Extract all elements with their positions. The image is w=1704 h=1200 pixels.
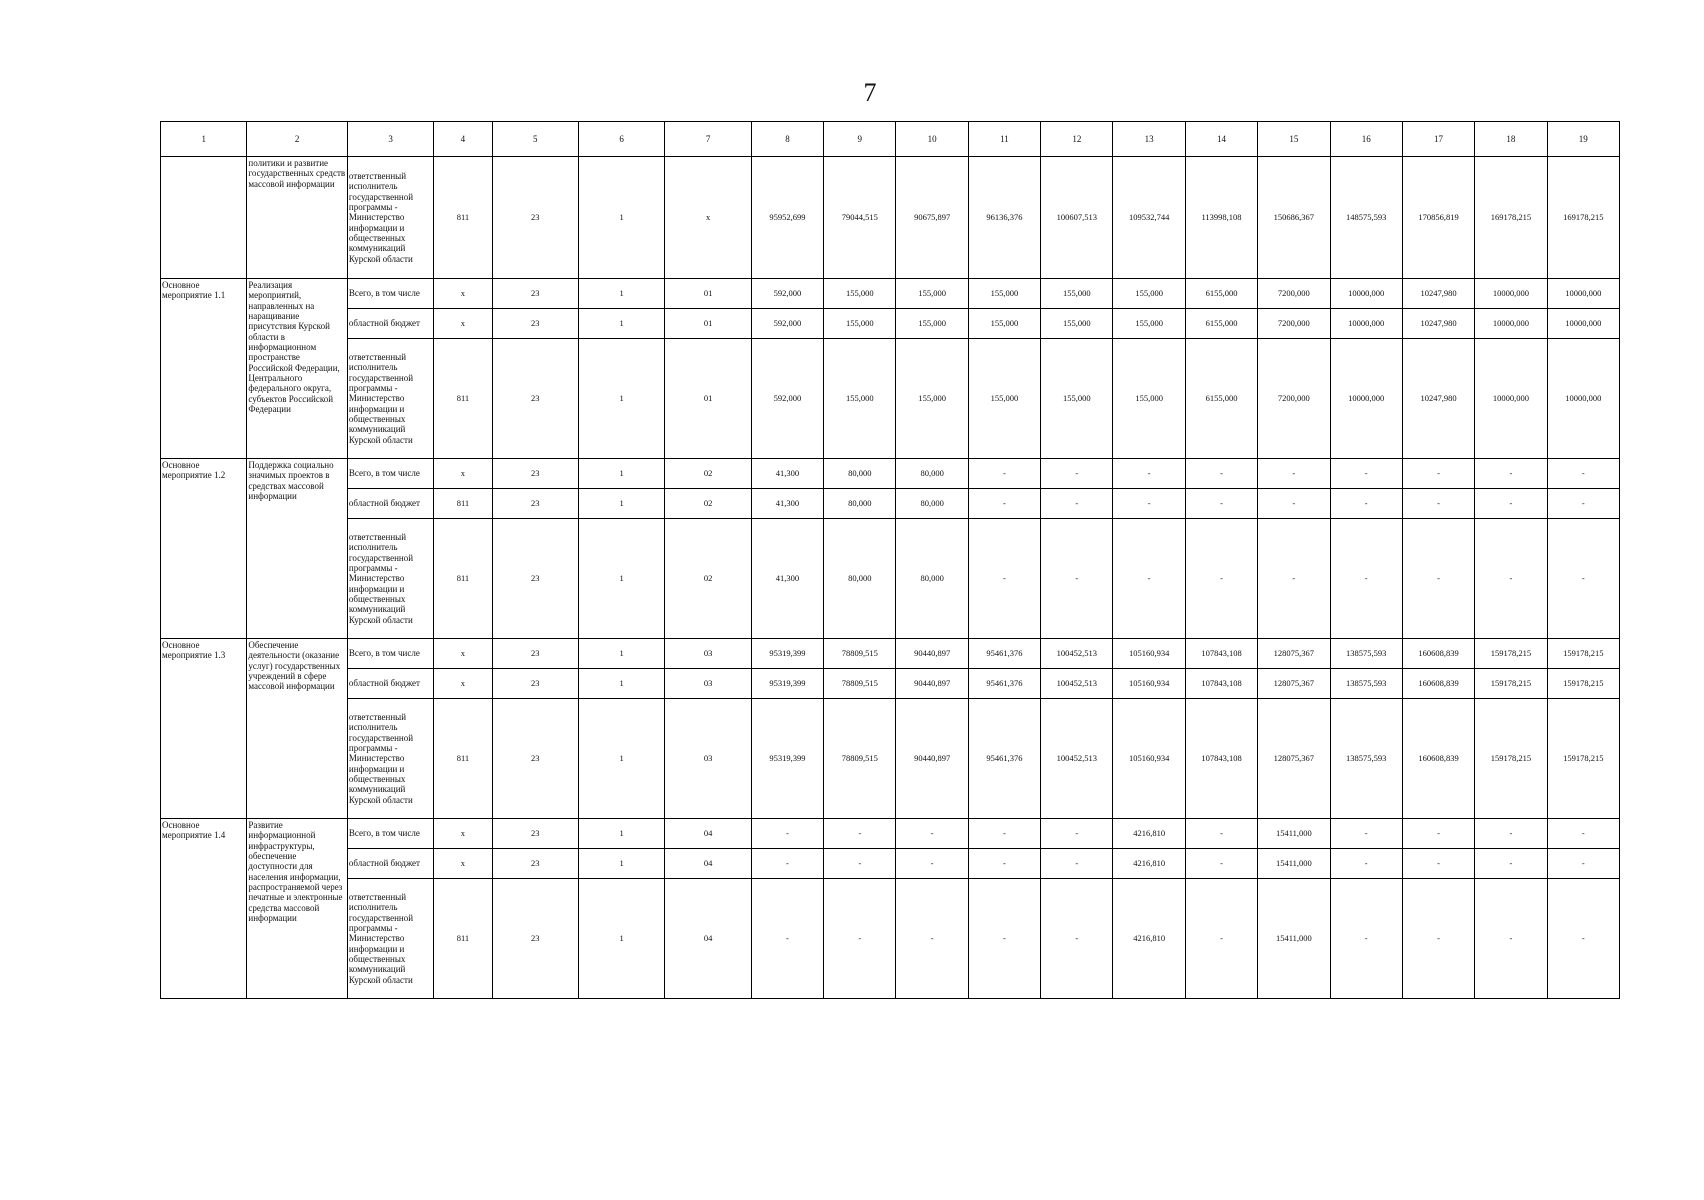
classification-code: 23 <box>492 519 578 639</box>
budget-value: 138575,593 <box>1330 669 1402 699</box>
funding-source: Всего, в том числе <box>347 639 433 669</box>
activity-description: Развитие информационной инфраструктуры, обеспечение доступности для населения информации, распространяемой через печатные и электронные средства массовой информации <box>247 819 347 999</box>
budget-value: 78809,515 <box>824 639 896 669</box>
budget-value: - <box>1041 819 1113 849</box>
budget-value: 100452,513 <box>1041 669 1113 699</box>
budget-value: 78809,515 <box>824 699 896 819</box>
column-header-1: 1 <box>161 122 247 157</box>
budget-value: - <box>968 819 1040 849</box>
page-number: 7 <box>863 78 877 107</box>
budget-value: - <box>1185 489 1257 519</box>
budget-value: 95461,376 <box>968 669 1040 699</box>
budget-value: - <box>1041 519 1113 639</box>
budget-value: - <box>1330 819 1402 849</box>
column-header-3: 3 <box>347 122 433 157</box>
table-row <box>161 489 1620 519</box>
classification-code: 23 <box>492 879 578 999</box>
classification-code: 1 <box>578 519 664 639</box>
header-row <box>161 122 1620 157</box>
classification-code: 1 <box>578 819 664 849</box>
budget-value: - <box>1475 849 1547 879</box>
funding-source: Всего, в том числе <box>347 279 433 309</box>
budget-value: - <box>1113 459 1185 489</box>
budget-value: - <box>1330 519 1402 639</box>
funding-source: областной бюджет <box>347 849 433 879</box>
classification-code: 01 <box>665 339 751 459</box>
budget-value: 4216,810 <box>1113 819 1185 849</box>
budget-value: 160608,839 <box>1402 639 1474 669</box>
classification-code: 1 <box>578 157 664 279</box>
budget-value: 95461,376 <box>968 699 1040 819</box>
classification-code: 23 <box>492 309 578 339</box>
activity-description: Поддержка социально значимых проектов в средствах массовой информации <box>247 459 347 639</box>
budget-value: 169178,215 <box>1475 157 1547 279</box>
budget-value: 10000,000 <box>1475 309 1547 339</box>
budget-value: 592,000 <box>751 309 823 339</box>
budget-value: - <box>1547 849 1619 879</box>
classification-code: 23 <box>492 489 578 519</box>
budget-value: 10000,000 <box>1330 279 1402 309</box>
classification-code: 811 <box>434 879 492 999</box>
budget-value: 95319,399 <box>751 669 823 699</box>
budget-value: - <box>1402 519 1474 639</box>
budget-value: 107843,108 <box>1185 699 1257 819</box>
budget-value: - <box>1258 459 1330 489</box>
budget-value: 107843,108 <box>1185 669 1257 699</box>
budget-value: - <box>1475 519 1547 639</box>
budget-value: 155,000 <box>824 279 896 309</box>
classification-code: 1 <box>578 699 664 819</box>
budget-value: - <box>1041 459 1113 489</box>
budget-value: 7200,000 <box>1258 339 1330 459</box>
budget-value: 155,000 <box>1041 279 1113 309</box>
classification-code: 23 <box>492 699 578 819</box>
budget-value: 138575,593 <box>1330 699 1402 819</box>
budget-value: - <box>751 849 823 879</box>
budget-value: 155,000 <box>896 339 968 459</box>
budget-value: 170856,819 <box>1402 157 1474 279</box>
column-header-4: 4 <box>434 122 492 157</box>
budget-value: 113998,108 <box>1185 157 1257 279</box>
budget-value: 10000,000 <box>1330 309 1402 339</box>
classification-code: 23 <box>492 819 578 849</box>
classification-code: х <box>434 309 492 339</box>
table-body <box>161 157 1620 999</box>
column-header-8: 8 <box>751 122 823 157</box>
budget-value: 105160,934 <box>1113 699 1185 819</box>
budget-value: 160608,839 <box>1402 669 1474 699</box>
budget-value: - <box>1113 489 1185 519</box>
budget-value: 150686,367 <box>1258 157 1330 279</box>
column-header-5: 5 <box>492 122 578 157</box>
classification-code: х <box>434 819 492 849</box>
classification-code: 1 <box>578 309 664 339</box>
column-header-16: 16 <box>1330 122 1402 157</box>
budget-value: 138575,593 <box>1330 639 1402 669</box>
classification-code: 1 <box>578 639 664 669</box>
budget-value: - <box>1041 489 1113 519</box>
budget-value: 4216,810 <box>1113 879 1185 999</box>
classification-code: 23 <box>492 339 578 459</box>
classification-code: 1 <box>578 339 664 459</box>
classification-code: 1 <box>578 459 664 489</box>
table-row <box>161 639 1620 669</box>
budget-value: - <box>1258 519 1330 639</box>
budget-value: 80,000 <box>896 459 968 489</box>
budget-value: 155,000 <box>968 309 1040 339</box>
budget-value: - <box>1547 459 1619 489</box>
funding-source: ответственный исполнитель государственной программы - Министерство информации и общественных коммуникаций Курской области <box>347 157 433 279</box>
classification-code: 02 <box>665 489 751 519</box>
classification-code: 1 <box>578 489 664 519</box>
classification-code: 02 <box>665 459 751 489</box>
budget-value: 10247,980 <box>1402 309 1474 339</box>
budget-value: - <box>1475 819 1547 849</box>
classification-code: 23 <box>492 459 578 489</box>
budget-value: 6155,000 <box>1185 279 1257 309</box>
budget-value: 128075,367 <box>1258 639 1330 669</box>
table-row <box>161 849 1620 879</box>
classification-code: 01 <box>665 279 751 309</box>
funding-source: ответственный исполнитель государственной программы - Министерство информации и общественных коммуникаций Курской области <box>347 339 433 459</box>
budget-value: - <box>1475 879 1547 999</box>
funding-source: Всего, в том числе <box>347 819 433 849</box>
column-header-6: 6 <box>578 122 664 157</box>
classification-code: 04 <box>665 879 751 999</box>
column-header-14: 14 <box>1185 122 1257 157</box>
budget-value: 159178,215 <box>1475 639 1547 669</box>
table-row <box>161 339 1620 459</box>
activity-description: политики и развитие государственных средств массовой информации <box>247 157 347 279</box>
budget-value: - <box>1185 519 1257 639</box>
budget-value: - <box>1547 489 1619 519</box>
budget-value: 592,000 <box>751 279 823 309</box>
budget-value: 155,000 <box>824 339 896 459</box>
classification-code: х <box>434 279 492 309</box>
budget-value: 155,000 <box>968 279 1040 309</box>
classification-code: 03 <box>665 639 751 669</box>
budget-value: 10247,980 <box>1402 279 1474 309</box>
budget-value: - <box>1185 849 1257 879</box>
budget-value: 10000,000 <box>1475 279 1547 309</box>
table-row <box>161 279 1620 309</box>
budget-value: - <box>1185 459 1257 489</box>
classification-code: 04 <box>665 819 751 849</box>
classification-code: 1 <box>578 879 664 999</box>
budget-value: 90440,897 <box>896 699 968 819</box>
classification-code: 23 <box>492 279 578 309</box>
classification-code: 811 <box>434 157 492 279</box>
budget-value: 90440,897 <box>896 669 968 699</box>
budget-value: 160608,839 <box>1402 699 1474 819</box>
budget-value: 6155,000 <box>1185 309 1257 339</box>
budget-value: 159178,215 <box>1475 669 1547 699</box>
budget-value: - <box>824 819 896 849</box>
budget-value: 80,000 <box>896 519 968 639</box>
column-header-9: 9 <box>824 122 896 157</box>
column-header-11: 11 <box>968 122 1040 157</box>
budget-value: 95461,376 <box>968 639 1040 669</box>
budget-value: 169178,215 <box>1547 157 1619 279</box>
budget-value: 15411,000 <box>1258 819 1330 849</box>
funding-source: областной бюджет <box>347 309 433 339</box>
budget-value: - <box>751 819 823 849</box>
funding-source: областной бюджет <box>347 489 433 519</box>
budget-value: - <box>968 879 1040 999</box>
budget-value: 90440,897 <box>896 639 968 669</box>
classification-code: 03 <box>665 699 751 819</box>
budget-value: 105160,934 <box>1113 669 1185 699</box>
budget-value: - <box>1547 819 1619 849</box>
classification-code: х <box>434 459 492 489</box>
budget-value: - <box>1475 459 1547 489</box>
budget-value: - <box>968 519 1040 639</box>
table-row <box>161 669 1620 699</box>
budget-value: - <box>968 459 1040 489</box>
budget-value: 10000,000 <box>1547 309 1619 339</box>
budget-value: 107843,108 <box>1185 639 1257 669</box>
column-header-18: 18 <box>1475 122 1547 157</box>
budget-value: - <box>1547 519 1619 639</box>
budget-value: 95319,399 <box>751 639 823 669</box>
activity-name: Основное мероприятие 1.2 <box>161 459 247 639</box>
budget-value: 41,300 <box>751 519 823 639</box>
column-header-10: 10 <box>896 122 968 157</box>
budget-value: 100452,513 <box>1041 639 1113 669</box>
budget-value: 4216,810 <box>1113 849 1185 879</box>
budget-value: - <box>751 879 823 999</box>
budget-value: 10000,000 <box>1330 339 1402 459</box>
classification-code: 23 <box>492 157 578 279</box>
budget-value: 148575,593 <box>1330 157 1402 279</box>
budget-value: - <box>824 879 896 999</box>
funding-source: ответственный исполнитель государственной программы - Министерство информации и общественных коммуникаций Курской области <box>347 519 433 639</box>
budget-value: - <box>1041 879 1113 999</box>
activity-description: Обеспечение деятельности (оказание услуг) государственных учреждений в сфере массовой информации <box>247 639 347 819</box>
classification-code: х <box>434 639 492 669</box>
budget-value: 155,000 <box>824 309 896 339</box>
budget-value: 80,000 <box>896 489 968 519</box>
column-header-13: 13 <box>1113 122 1185 157</box>
classification-code: 23 <box>492 849 578 879</box>
budget-value: 105160,934 <box>1113 639 1185 669</box>
classification-code: 811 <box>434 699 492 819</box>
classification-code: 811 <box>434 339 492 459</box>
budget-value: - <box>968 849 1040 879</box>
budget-value: - <box>1402 849 1474 879</box>
budget-value: - <box>896 819 968 849</box>
budget-value: - <box>1258 489 1330 519</box>
budget-value: 78809,515 <box>824 669 896 699</box>
budget-value: 592,000 <box>751 339 823 459</box>
classification-code: х <box>434 669 492 699</box>
budget-value: 159178,215 <box>1547 639 1619 669</box>
table-row <box>161 157 1620 279</box>
budget-value: - <box>1330 489 1402 519</box>
budget-value: 155,000 <box>896 309 968 339</box>
table-row <box>161 819 1620 849</box>
table-row <box>161 309 1620 339</box>
budget-value: - <box>1330 849 1402 879</box>
column-header-19: 19 <box>1547 122 1619 157</box>
activity-name <box>161 157 247 279</box>
funding-source: Всего, в том числе <box>347 459 433 489</box>
classification-code: 1 <box>578 669 664 699</box>
budget-value: - <box>1041 849 1113 879</box>
budget-value: 90675,897 <box>896 157 968 279</box>
budget-value: 128075,367 <box>1258 699 1330 819</box>
budget-value: - <box>968 489 1040 519</box>
column-header-2: 2 <box>247 122 347 157</box>
funding-source: областной бюджет <box>347 669 433 699</box>
budget-value: - <box>1113 519 1185 639</box>
budget-value: - <box>1402 879 1474 999</box>
budget-value: - <box>1402 489 1474 519</box>
column-header-12: 12 <box>1041 122 1113 157</box>
budget-value: - <box>1475 489 1547 519</box>
budget-value: 100607,513 <box>1041 157 1113 279</box>
funding-source: ответственный исполнитель государственной программы - Министерство информации и общественных коммуникаций Курской области <box>347 879 433 999</box>
budget-value: 155,000 <box>1113 339 1185 459</box>
budget-value: 41,300 <box>751 459 823 489</box>
classification-code: 23 <box>492 669 578 699</box>
budget-value: - <box>1402 459 1474 489</box>
classification-code: 01 <box>665 309 751 339</box>
budget-value: 15411,000 <box>1258 849 1330 879</box>
table-row <box>161 699 1620 819</box>
classification-code: 23 <box>492 639 578 669</box>
budget-value: 155,000 <box>1041 309 1113 339</box>
column-header-15: 15 <box>1258 122 1330 157</box>
budget-value: 96136,376 <box>968 157 1040 279</box>
budget-value: 159178,215 <box>1475 699 1547 819</box>
classification-code: 04 <box>665 849 751 879</box>
classification-code: х <box>434 849 492 879</box>
classification-code: 811 <box>434 489 492 519</box>
table-row <box>161 879 1620 999</box>
budget-value: 10247,980 <box>1402 339 1474 459</box>
budget-value: 80,000 <box>824 489 896 519</box>
activity-description: Реализация мероприятий, направленных на наращивание присутствия Курской области в информационном пространстве Российской Федерации, Центрального федерального округа, субъектов Российской Федерации <box>247 279 347 459</box>
budget-value: 109532,744 <box>1113 157 1185 279</box>
funding-source: ответственный исполнитель государственной программы - Министерство информации и общественных коммуникаций Курской области <box>347 699 433 819</box>
budget-value: 7200,000 <box>1258 309 1330 339</box>
budget-value: 159178,215 <box>1547 699 1619 819</box>
budget-value: - <box>1185 819 1257 849</box>
classification-code: х <box>665 157 751 279</box>
budget-value: 80,000 <box>824 459 896 489</box>
budget-value: 7200,000 <box>1258 279 1330 309</box>
budget-value: - <box>824 849 896 879</box>
budget-value: 41,300 <box>751 489 823 519</box>
budget-value: 95952,699 <box>751 157 823 279</box>
budget-value: 155,000 <box>968 339 1040 459</box>
classification-code: 1 <box>578 849 664 879</box>
budget-value: - <box>896 879 968 999</box>
budget-value: - <box>1330 459 1402 489</box>
budget-value: 155,000 <box>1041 339 1113 459</box>
budget-value: 10000,000 <box>1547 339 1619 459</box>
classification-code: 811 <box>434 519 492 639</box>
budget-value: - <box>1330 879 1402 999</box>
classification-code: 03 <box>665 669 751 699</box>
budget-value: 155,000 <box>1113 309 1185 339</box>
budget-value: - <box>896 849 968 879</box>
budget-value: 100452,513 <box>1041 699 1113 819</box>
budget-value: 95319,399 <box>751 699 823 819</box>
budget-value: 15411,000 <box>1258 879 1330 999</box>
budget-value: - <box>1547 879 1619 999</box>
column-header-17: 17 <box>1402 122 1474 157</box>
budget-value: 155,000 <box>1113 279 1185 309</box>
budget-value: - <box>1402 819 1474 849</box>
activity-name: Основное мероприятие 1.3 <box>161 639 247 819</box>
budget-value: 10000,000 <box>1547 279 1619 309</box>
activity-name: Основное мероприятие 1.1 <box>161 279 247 459</box>
budget-value: 155,000 <box>896 279 968 309</box>
budget-table <box>160 121 1620 999</box>
classification-code: 1 <box>578 279 664 309</box>
activity-name: Основное мероприятие 1.4 <box>161 819 247 999</box>
table-row <box>161 459 1620 489</box>
budget-value: - <box>1185 879 1257 999</box>
classification-code: 02 <box>665 519 751 639</box>
budget-value: 159178,215 <box>1547 669 1619 699</box>
column-header-7: 7 <box>665 122 751 157</box>
budget-value: 80,000 <box>824 519 896 639</box>
budget-value: 10000,000 <box>1475 339 1547 459</box>
budget-value: 6155,000 <box>1185 339 1257 459</box>
budget-value: 128075,367 <box>1258 669 1330 699</box>
table-row <box>161 519 1620 639</box>
budget-value: 79044,515 <box>824 157 896 279</box>
